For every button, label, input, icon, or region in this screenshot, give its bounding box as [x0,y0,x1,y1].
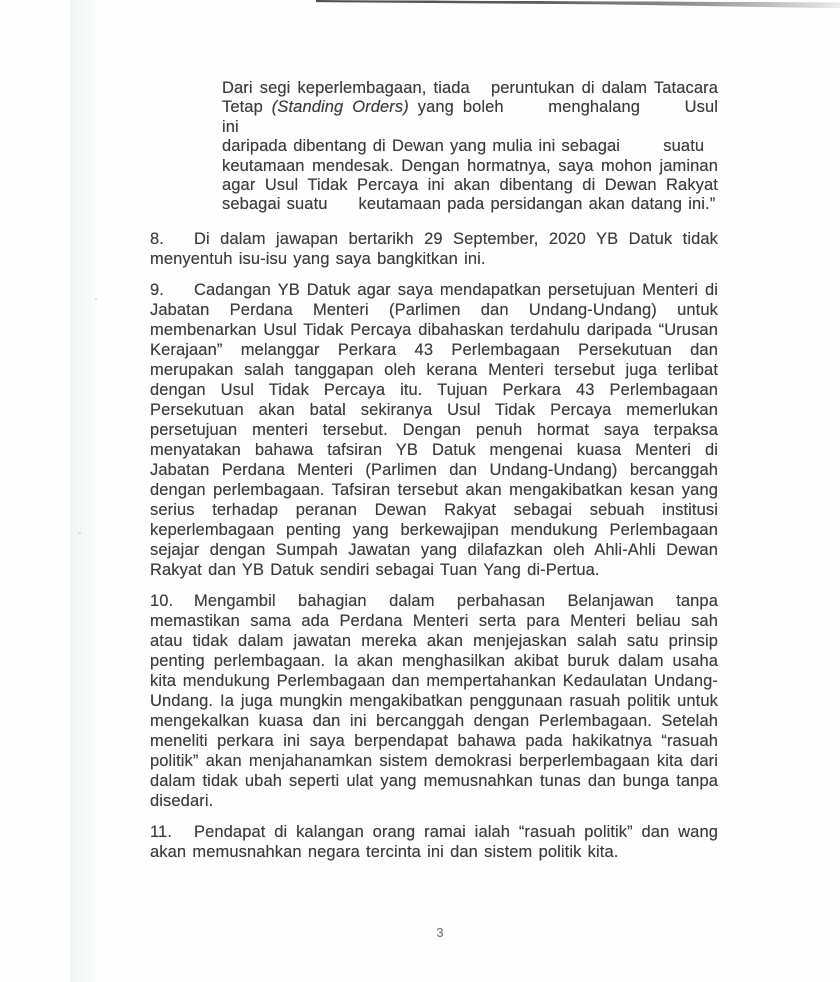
scan-speck [95,298,97,300]
paragraph-number: 10. [150,591,174,610]
page-number: 3 [436,925,444,940]
document-body [150,79,749,862]
paragraph-text: Cadangan YB Datuk agar saya mendapatkan persetujuan Menteri di Jabatan Perdana Menteri (Parlimen dan Undang-Undang) untuk membenarkan Usul Tidak Percaya dibahaskan terdahulu daripada “Urusan Kerajaan” melanggar Perkara 43 Perlembagaan Persekutuan dan merupakan salah tanggapan oleh kerana Menteri tersebut juga terlibat dengan Usul Tidak Percaya itu. Tujuan Perkara 43 Perlembagaan Persekutuan akan batal sekiranya Usul Tidak Percaya memerlukan persetujuan menteri tersebut. Dengan penuh hormat saya terpaksa menyatakan bahawa tafsiran YB Datuk mengenai kuasa Menteri di Jabatan Perdana Menteri (Parlimen dan Undang-Undang) bercanggah dengan perlembagaan. Tafsiran tersebut akan mengakibatkan kesan yang serius terhadap peranan Dewan Rakyat sebagai sebuah institusi keperlembagaan penting yang berkewajipan mendukung Perlembagaan sejajar dengan Sumpah Jawatan yang dilafazkan oleh Ahli-Ahli Dewan Rakyat dan YB Datuk sendiri sebagai Tuan Yang di-Pertua. [150,280,718,579]
quote-line [222,98,749,137]
scan-edge-line [316,0,840,9]
quote-line: sebagai suatu keutamaan pada persidangan akan datang ini.” [222,195,716,214]
paragraph-number: 9. [150,280,164,299]
paragraph-number: 8. [150,229,164,248]
paragraph-text: Di dalam jawapan bertarikh 29 September, 2020 YB Datuk tidak menyentuh isu-isu yang saya bangkitkan ini. [150,229,718,268]
scan-speck [78,532,81,534]
paragraph-number: 11. [150,822,173,841]
paragraph-9 [150,280,718,580]
quote-text: Tetap [222,98,272,117]
paragraph-text: Mengambil bahagian dalam perbahasan Belanjawan tanpa memastikan sama ada Perdana Menteri serta para Menteri beliau sah atau tidak dalam jawatan mereka akan menjejaskan salah satu prinsip penting perlembagaan. Ia akan menghasilkan akibat buruk dalam usaha kita mendukung Perlembagaan dan mempertahankan Kedaulatan Undang-Undang. Ia juga mungkin mengakibatkan penggunaan rasuah politik untuk mengekalkan kuasa dan ini bercanggah dengan Perlembagaan. Setelah meneliti perkara ini saya berpendapat bahawa pada hakikatnya “rasuah politik” akan menjahanamkan sistem demokrasi berperlembagaan kita dari dalam tidak ubah seperti ulat yang memusnahkan tunas dan bunga tanpa disedari. [150,591,718,810]
quote-italic-text: (Standing Orders) [271,98,409,117]
paragraph-8 [150,229,718,269]
quote-line: keutamaan mendesak. Dengan hormatnya, saya mohon jaminan [222,156,718,175]
paragraph-11 [150,822,718,862]
quote-line: agar Usul Tidak Percaya ini akan dibentang di Dewan Rakyat [222,176,718,195]
paragraph-text: Pendapat di kalangan orang ramai ialah “rasuah politik” dan wang akan memusnahkan negara tercinta ini dan sistem politik kita. [150,822,718,861]
blockquote-excerpt [222,79,749,215]
quote-line: daripada dibentang di Dewan yang mulia ini sebagai suatu [222,137,705,156]
paragraph-10 [150,591,718,811]
quote-text: yang boleh menghalang Usul ini [222,98,749,136]
quote-line: Dari segi keperlembagaan, tiada peruntukan di dalam Tatacara [222,79,718,97]
scan-edge-band [70,0,96,982]
